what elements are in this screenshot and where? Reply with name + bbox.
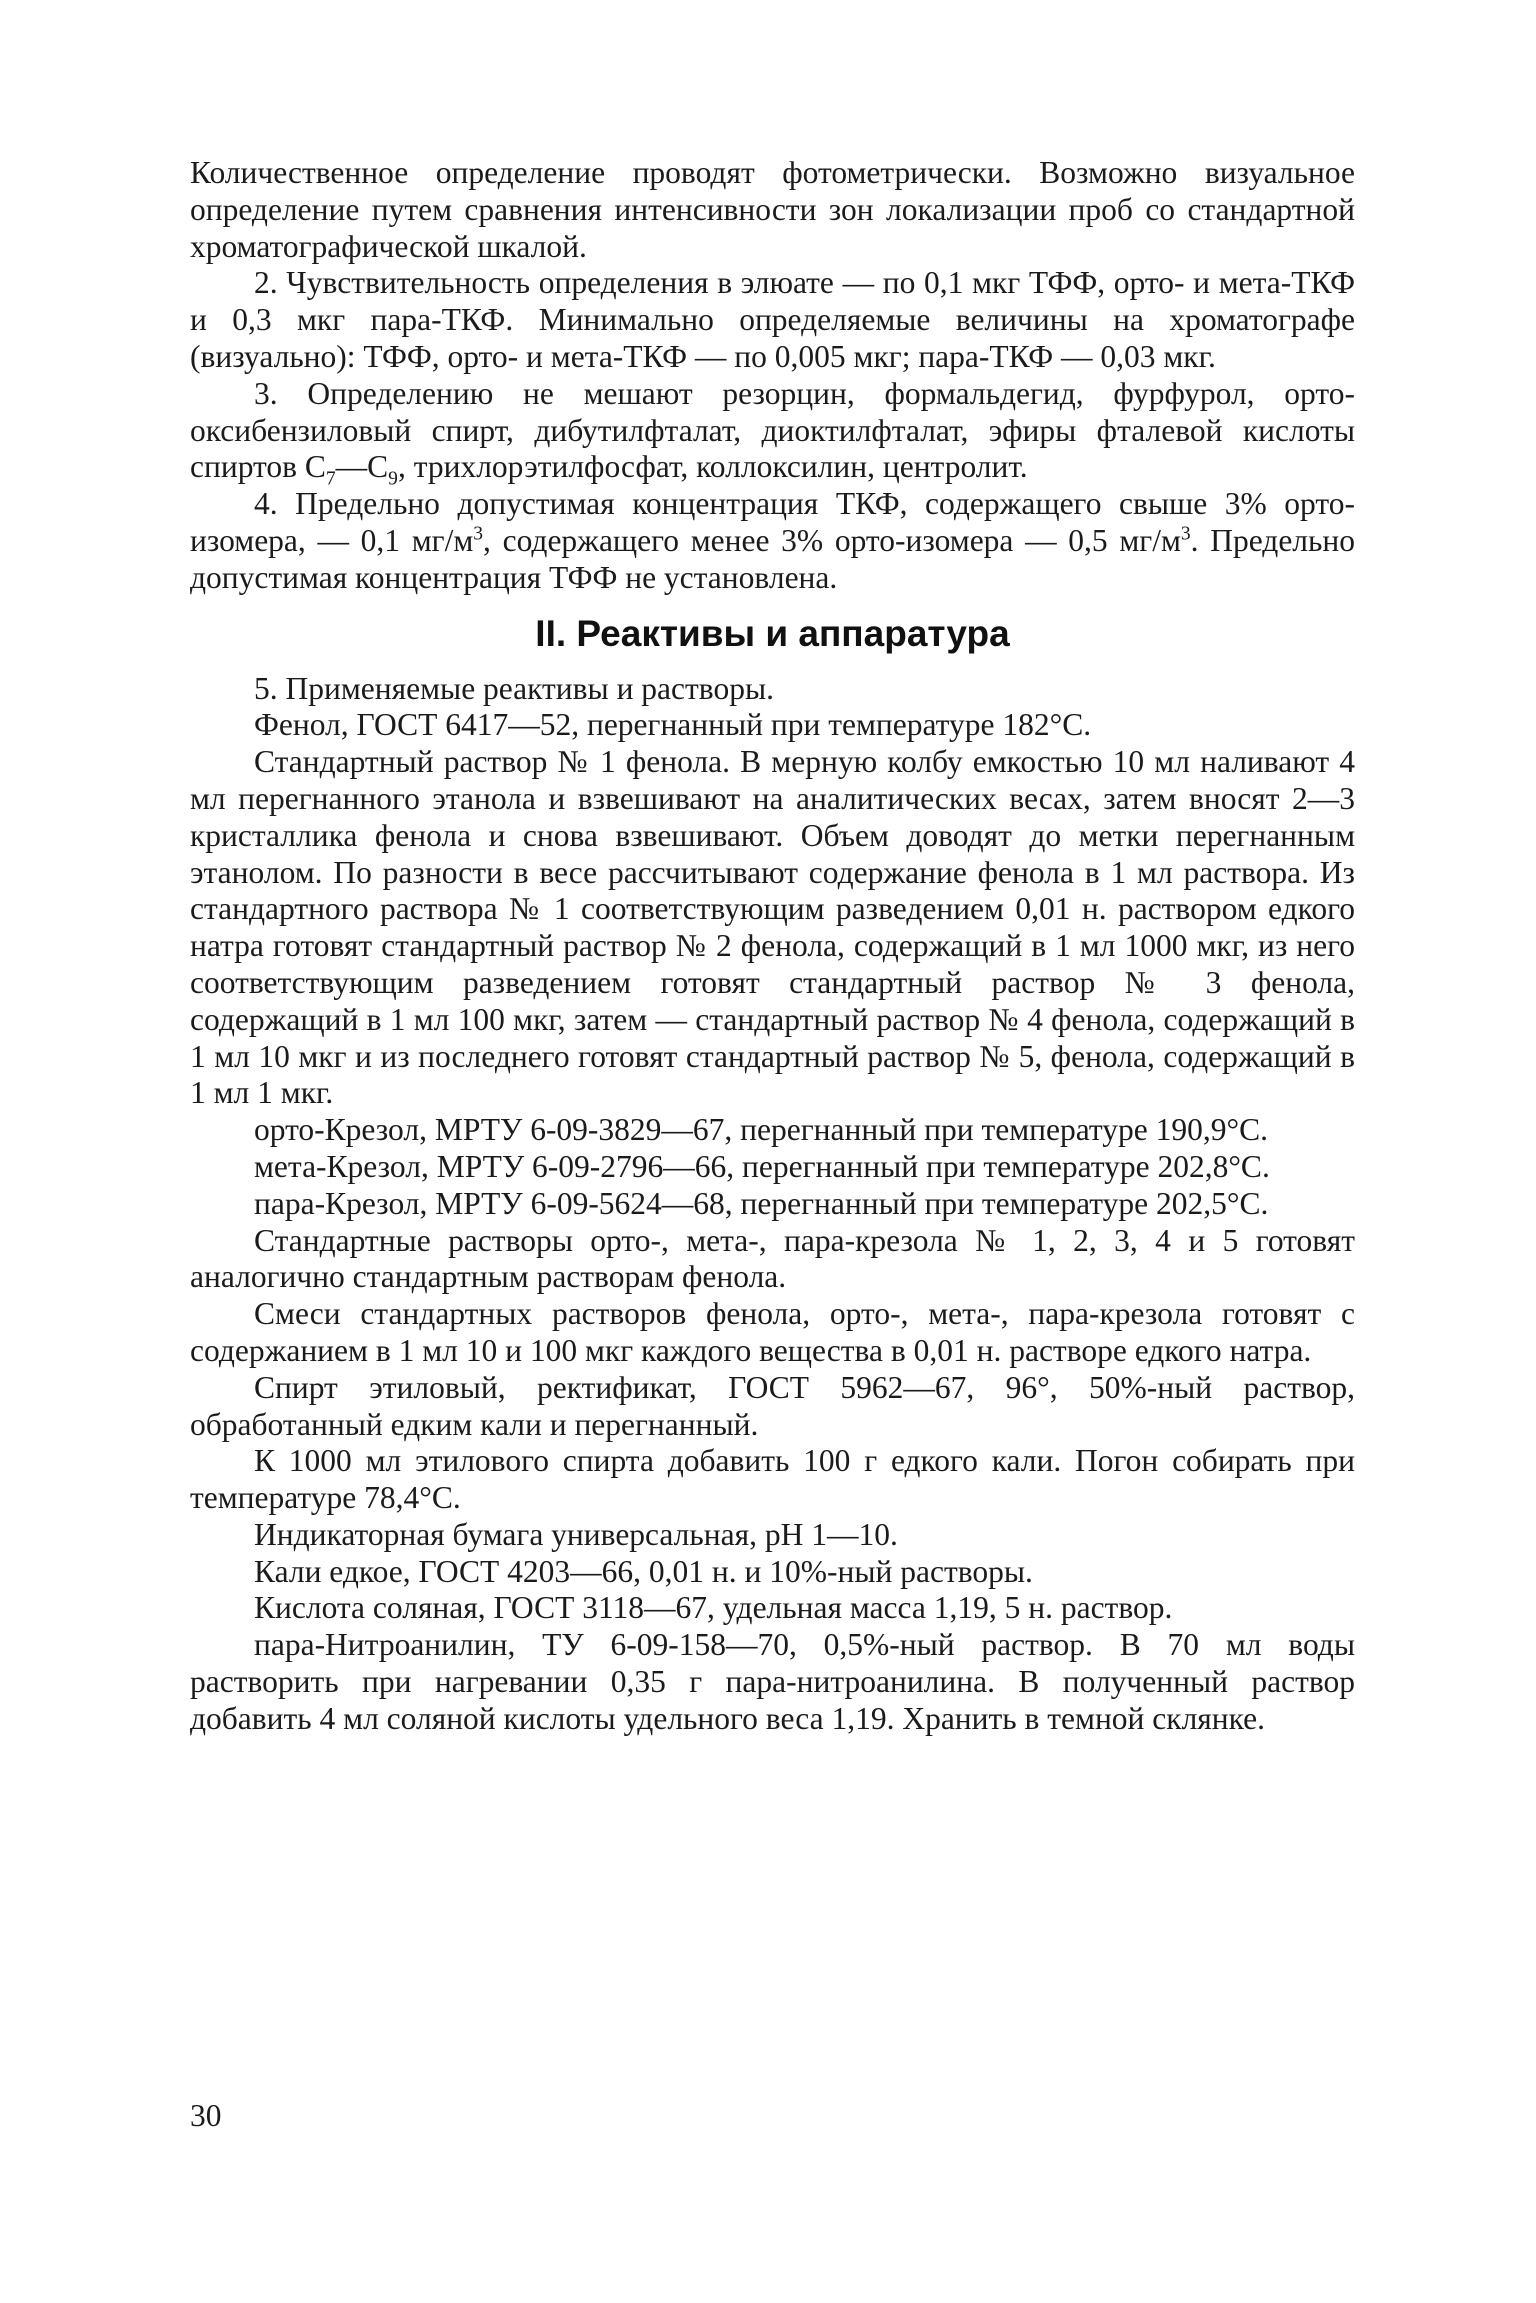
reagent-meta-cresol: мета-Крезол, МРТУ 6-09-2796—66, перегнанный при температуре 202,8°С. bbox=[254, 1148, 1270, 1184]
p3-text-a: 3. Определению не мешают резорцин, формальдегид, фурфурол, орто-оксибензиловый спирт, дибутилфталат, диоктилфталат, эфиры фталевой кислоты спиртов С bbox=[190, 375, 1355, 485]
page-number: 30 bbox=[190, 2098, 222, 2133]
standard-mixtures: Смеси стандартных растворов фенола, орто-, мета-, пара-крезола готовят с содержанием в 1 мл 10 и 100 мкг каждого вещества в 0,01 н. растворе едкого натра. bbox=[190, 1296, 1355, 1368]
p3-text-b: —С bbox=[335, 449, 389, 485]
reagent-indicator-paper: Индикаторная бумага универсальная, pH 1—10. bbox=[254, 1516, 898, 1552]
reagent-ethanol: Спирт этиловый, ректификат, ГОСТ 5962—67, 96°, 50%-ный раствор, обработанный едким кали и перегнанный. bbox=[190, 1369, 1355, 1442]
cresol-standard-solutions: Стандартные растворы орто-, мета-, пара-крезола № 1, 2, 3, 4 и 5 готовят аналогично стандартным растворам фенола. bbox=[190, 1222, 1355, 1295]
p3-text-c: , трихлорэтилфосфат, коллоксилин, центролит. bbox=[397, 449, 1028, 485]
p4-text-c: . Предельно допустимая концентрация ТФФ не установлена. bbox=[190, 522, 1355, 595]
reagent-ortho-cresol: орто-Крезол, МРТУ 6-09-3829—67, перегнанный при температуре 190,9°С. bbox=[254, 1112, 1268, 1148]
reagent-potassium-hydroxide: Кали едкое, ГОСТ 4203—66, 0,01 н. и 10%-ный растворы. bbox=[254, 1553, 1033, 1589]
page-body bbox=[190, 155, 1355, 1738]
reagent-para-nitroaniline: пара-Нитроанилин, ТУ 6-09-158—70, 0,5%-ный раствор. В 70 мл воды растворить при нагревании 0,35 г пара-нитроанилина. В полученный раствор добавить 4 мл соляной кислоты удельного веса 1,19. Хранить в темной склянке. bbox=[190, 1627, 1355, 1736]
p4-text-a: 4. Предельно допустимая концентрация ТКФ, содержащего свыше 3% орто-изомера, — 0,1 мг/м bbox=[190, 486, 1355, 558]
p4-text-b: , содержащего менее 3% орто-изомера — 0,5 мг/м bbox=[483, 522, 1181, 558]
p4-superscript-1: 3 bbox=[473, 523, 484, 545]
phenol-standard-solution: Стандартный раствор № 1 фенола. В мерную колбу емкостью 10 мл наливают 4 мл перегнанного этанола и взвешивают на аналитических весах, затем вносят 2—3 кристаллика фенола и снова взвешивают. Объем доводят до метки перегнанным этанолом. По разности в весе рассчитывают содержание фенола в 1 мл раствора. Из стандартного раствора № 1 соответствующим разведением 0,01 н. раствором едкого натра готовят стандартный раствор № 2 фенола, содержащий в 1 мл 1000 мкг, из него соответствующим разведением готовят стандартный раствор № 3 фенола, содержащий в 1 мл 100 мкг, затем — стандартный раствор № 4 фенола, содержащий в 1 мл 10 мкг и из последнего готовят стандартный раствор № 5, фенола, содержащий в 1 мл 1 мкг. bbox=[190, 744, 1355, 1111]
reagents-list-intro: 5. Применяемые реактивы и растворы. bbox=[254, 670, 774, 706]
ethanol-preparation: К 1000 мл этилового спирта добавить 100 г едкого кали. Погон собирать при температуре 78,4°С. bbox=[190, 1443, 1355, 1516]
paragraph-4-limits bbox=[190, 486, 1355, 596]
paragraph-2-sensitivity: 2. Чувствительность определения в элюате — по 0,1 мкг ТФФ, орто- и мета-ТКФ и 0,3 мкг пара-ТКФ. Минимально определяемые величины на хроматографе (визуально): ТФФ, орто- и мета-ТКФ — по 0,005 мкг; пара-ТКФ — 0,03 мкг. bbox=[190, 265, 1355, 374]
reagent-para-cresol: пара-Крезол, МРТУ 6-09-5624—68, перегнанный при температуре 202,5°С. bbox=[254, 1185, 1269, 1221]
intro-paragraph: Количественное определение проводят фотометрически. Возможно визуальное определение путем сравнения интенсивности зон локализации проб со стандартной хроматографической шкалой. bbox=[190, 155, 1355, 264]
reagent-hydrochloric-acid: Кислота соляная, ГОСТ 3118—67, удельная масса 1,19, 5 н. раствор. bbox=[254, 1590, 1173, 1626]
paragraph-3-interferences bbox=[190, 375, 1355, 490]
section-heading: II. Реактивы и аппаратура bbox=[535, 612, 1010, 654]
p4-superscript-2: 3 bbox=[1180, 523, 1191, 545]
reagent-phenol: Фенол, ГОСТ 6417—52, перегнанный при температуре 182°С. bbox=[254, 707, 1092, 743]
p3-subscript-9: 9 bbox=[388, 468, 398, 490]
p3-subscript-7: 7 bbox=[325, 468, 336, 490]
